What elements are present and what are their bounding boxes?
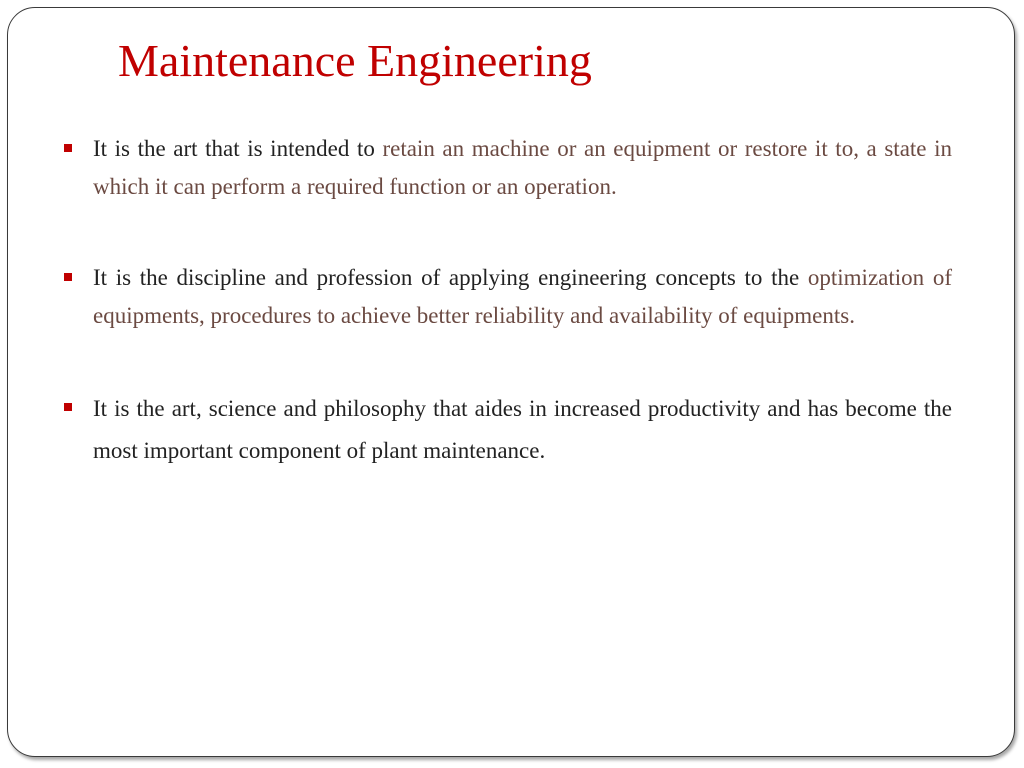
slide-title: Maintenance Engineering — [118, 35, 592, 86]
bullet-item-1 — [64, 130, 952, 205]
slide-frame — [7, 7, 1015, 757]
square-bullet-icon — [64, 144, 72, 152]
bullet-item-3 — [64, 388, 952, 472]
bullet-list — [64, 130, 952, 472]
bullet-2-text-muted: optimization of equipments, procedures to achieve better reliability and availability of equipments. — [93, 265, 952, 328]
square-bullet-icon — [64, 273, 72, 281]
bullet-item-2 — [64, 259, 952, 334]
bullet-2-text-dark: It is the discipline and profession of applying engineering concepts to the — [93, 265, 808, 290]
bullet-3-text: It is the art, science and philosophy that aides in increased productivity and has become the most important component of plant maintenance. — [93, 396, 952, 463]
bullet-1-text-dark: It is the art that is intended to — [93, 136, 383, 161]
square-bullet-icon — [64, 403, 72, 411]
bullet-1-text-muted: retain an machine or an equipment or restore it to, a state in which it can perform a required function or an operation. — [93, 136, 952, 199]
